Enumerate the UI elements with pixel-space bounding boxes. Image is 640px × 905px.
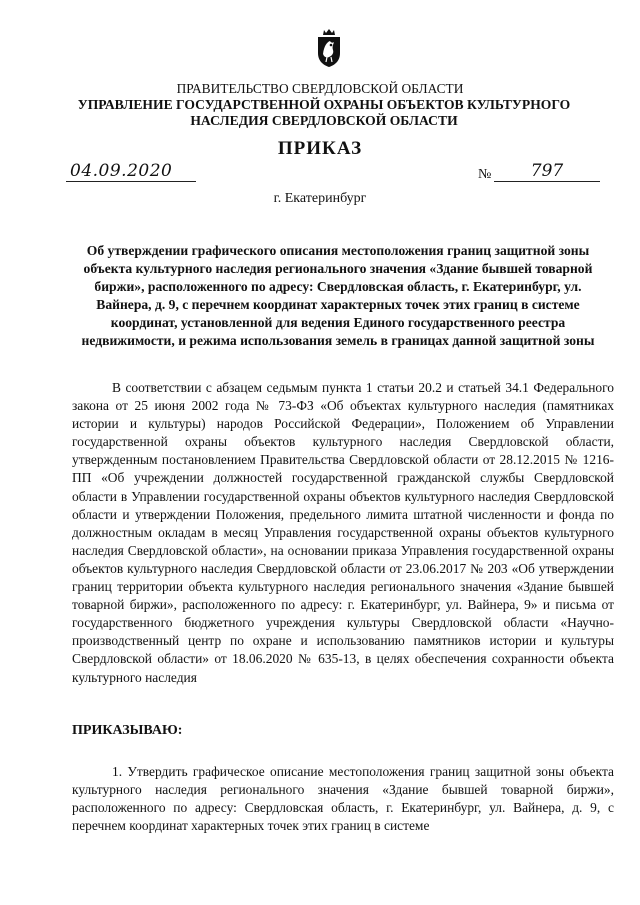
government-name: ПРАВИТЕЛЬСТВО СВЕРДЛОВСКОЙ ОБЛАСТИ [176,81,464,96]
body-paragraph-1 [72,379,614,687]
department-name: УПРАВЛЕНИЕ ГОСУДАРСТВЕННОЙ ОХРАНЫ ОБЪЕКТОВ КУЛЬТУРНОГО НАСЛЕДИЯ СВЕРДЛОВСКОЙ ОБЛАСТИ [77,97,571,128]
document-number-label: № [478,167,492,182]
document-number: 797 [494,164,600,182]
order-word: ПРИКАЗЫВАЮ: [72,723,183,738]
body-paragraph-2 [72,763,614,835]
paragraph-text: В соответствии с абзацем седьмым пункта 1 статьи 20.2 и статьей 34.1 Федерального закона от 25 июня 2002 года № 73-ФЗ «Об объектах культурного наследия (памятниках истории и культуры) народов Российской Федерации», Положением об Управлении государственной охраны объектов культурного наследия Свердловской области, утвержденным постановлением Правительства Свердловской области от 28.12.2015 № 1216-ПП «Об учреждении должностей государственной гражданской службы Свердловской области в Управлении государственной охраны объектов культурного наследия Свердловской области и утверждении Положения, предельного лимита штатной численности и фонда по должностным окладам в месяц Управления государственной охраны объектов культурного наследия Свердловской области», на основании приказа Управления государственной охраны объектов культурного наследия Свердловской области от 23.06.2017 № 203 «Об утверждении границ территории объекта культурного наследия регионального значения «Здание бывшей товарной биржи», расположенного по адресу: г. Екатеринбург, ул. Вайнера, 9» и письма от государственного бюджетного учреждения культуры Свердловской области «Научно-производственный центр по охране и использованию памятников истории и культуры Свердловской области» от 18.06.2020 № 635-13, в целях обеспечения сохранности объекта культурного наследия [72,380,614,685]
coat-of-arms-icon [316,28,342,68]
document-title: ПРИКАЗ [277,138,363,159]
document-date: 04.09.2020 [66,164,196,182]
document-heading: Об утверждении графического описания местоположения границ защитной зоны объекта культурного наследия регионального значения «Здание бывшей товарной биржи», расположенного по адресу: Свердловская область, г. Екатеринбург, ул. Вайнера, д. 9, с перечнем координат характерных точек этих границ в системе координат, установленной для ведения Единого государственного реестра недвижимости, и режима использования земель в границах данной защитной зоны [81,243,595,349]
paragraph-text: 1. Утвердить графическое описание местоположения границ защитной зоны объекта культурного наследия регионального значения «Здание бывшей товарной биржи», расположенного по адресу: Свердловская область, г. Екатеринбург, ул. Вайнера, д. 9, с перечнем координат характерных точек этих границ в системе [72,764,614,834]
document-city: г. Екатеринбург [273,191,367,206]
